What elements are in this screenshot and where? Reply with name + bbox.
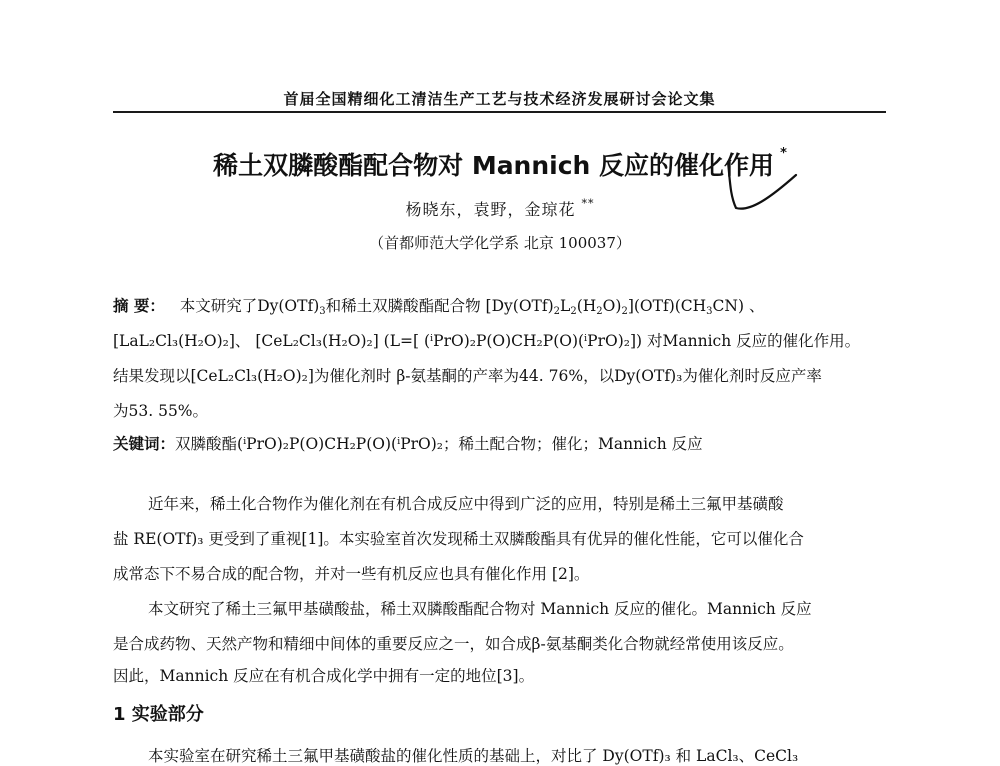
author-names: 杨晓东，袁野，金琼花 [405,200,576,219]
abstract-line-2: [LaL₂Cl₃(H₂O)₂]、 [CeL₂Cl₃(H₂O)₂] (L=[ (ⁱPrO)₂P(O)CH₂P(O)(ⁱPrO)₂]) 对Mannich 反应的催化作用。 [113,332,861,350]
header-rule [113,111,886,113]
body-paragraph-1-line-1: 近年来，稀土化合物作为催化剂在有机合成反应中得到广泛的应用，特别是稀土三氟甲基磺酸 [148,495,784,513]
title-text: 稀土双膦酸酯配合物对 Mannich 反应的催化作用 [213,151,775,180]
running-header: 首届全国精细化工清洁生产工艺与技术经济发展研讨会论文集 [283,90,716,108]
paper-title [0,146,1000,182]
keywords-text: 双膦酸酯(ⁱPrO)₂P(O)CH₂P(O)(ⁱPrO)₂；稀土配合物；催化；Mannich 反应 [175,435,703,453]
authors [0,197,1000,220]
abstract-text: CN) 、 [712,297,765,315]
abstract-line-1: 摘 要： 本文研究了$Dy(OTf)_3$和稀土双膦酸酯配合物 $[Dy(OTf)_2L_2(H_2O)_2](OTf)(CH_3CN)$ 、 [113,297,765,317]
section-heading: 1 实验部分 [113,704,204,725]
body-paragraph-2-line-2: 是合成药物、天然产物和精细中间体的重要反应之一，如合成β-氨基酮类化合物就经常使用该反应。 [113,635,794,653]
author-footnote-mark: ** [581,197,595,210]
abstract-line-4: 为53. 55%。 [113,402,209,420]
body-paragraph-1-line-3: 成常态下不易合成的配合物，并对一些有机反应也具有催化作用 [2]。 [113,565,590,583]
abstract-text: O) [602,297,622,315]
abstract-label: 摘 要： [113,297,165,315]
body-paragraph-2-line-3: 因此，Mannich 反应在有机合成化学中拥有一定的地位[3]。 [113,667,535,685]
body-paragraph-2-line-1: 本文研究了稀土三氟甲基磺酸盐，稀土双膦酸酯配合物对 Mannich 反应的催化。Mannich 反应 [148,600,812,618]
abstract-text: ](OTf)(CH [627,297,707,315]
title-footnote-mark: * [780,146,787,161]
affiliation: （首都师范大学化学系 北京 100037） [369,234,631,252]
abstract-text: (H [576,297,597,315]
abstract-line-3: 结果发现以[CeL₂Cl₃(H₂O)₂]为催化剂时 β-氨基酮的产率为44. 76%，以Dy(OTf)₃为催化剂时反应产率 [113,367,822,385]
abstract-text: 和稀土双膦酸酯配合物 [Dy(OTf) [325,297,554,315]
body-paragraph-3-line-1: 本实验室在研究稀土三氟甲基磺酸盐的催化性质的基础上，对比了 Dy(OTf)₃ 和 LaCl₃、CeCl₃ [148,747,799,765]
keywords [113,432,703,454]
abstract-text: L [560,297,571,315]
keywords-label: 关键词： [113,435,176,453]
abstract-text: 本文研究了Dy(OTf) [179,297,320,315]
body-paragraph-1-line-2: 盐 RE(OTf)₃ 更受到了重视[1]。本实验室首次发现稀土双膦酸酯具有优异的催化性能，它可以催化合 [113,530,804,548]
